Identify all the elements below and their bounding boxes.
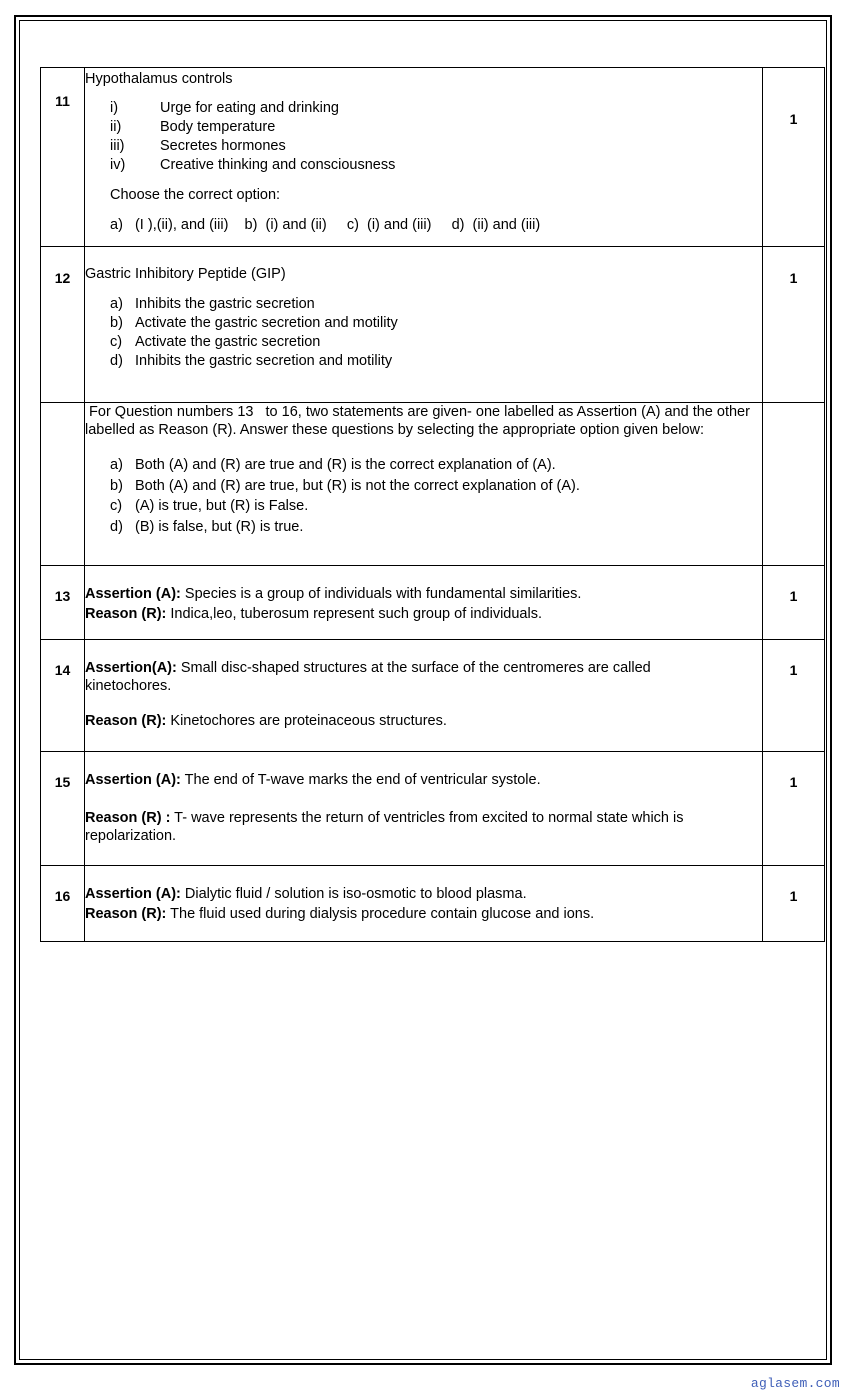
option-letter: c) xyxy=(110,334,123,350)
assertion-label: Assertion (A): xyxy=(85,772,181,788)
option-text: Both (A) and (R) are true and (R) is the correct explanation of (A). xyxy=(135,457,556,473)
item-text: Creative thinking and consciousness xyxy=(160,157,396,173)
assertion-text: Small disc-shaped structures at the surface of the centromeres are called kinetochores. xyxy=(85,660,651,694)
marks-cell xyxy=(763,752,825,866)
question-row-14 xyxy=(41,640,825,752)
option-list xyxy=(85,295,762,371)
assertion-line xyxy=(85,585,762,603)
question-stem: Hypothalamus controls xyxy=(85,71,233,87)
option-text: Activate the gastric secretion xyxy=(135,334,321,350)
marks-value: 1 xyxy=(789,888,798,904)
assertion-line xyxy=(85,885,762,903)
item-number: ii) xyxy=(110,119,122,135)
option-item xyxy=(85,456,762,477)
option-item xyxy=(85,497,762,518)
list-item xyxy=(85,99,762,118)
question-number xyxy=(41,866,85,942)
reason-text: T- wave represents the return of ventricles from excited to normal state which is repolarization. xyxy=(85,810,684,844)
question-content xyxy=(85,866,763,942)
marks-value: 1 xyxy=(789,270,798,286)
marks-cell xyxy=(763,866,825,942)
question-row-16 xyxy=(41,866,825,942)
marks-cell xyxy=(763,566,825,640)
assertion-label: Assertion(A): xyxy=(85,660,177,676)
marks-value: 1 xyxy=(789,774,798,790)
reason-text: Kinetochores are proteinaceous structures. xyxy=(166,713,447,729)
assertion-line xyxy=(85,659,762,695)
assertion-label: Assertion (A): xyxy=(85,586,181,602)
option-letter: b) xyxy=(110,315,123,331)
question-stem: Gastric Inhibitory Peptide (GIP) xyxy=(85,266,286,282)
item-list xyxy=(85,99,762,175)
item-number: iv) xyxy=(110,157,126,173)
option-text: Inhibits the gastric secretion and motility xyxy=(135,353,393,369)
question-number-text: 15 xyxy=(54,774,71,790)
option-item xyxy=(85,333,762,352)
marks-value: 1 xyxy=(789,662,798,678)
question-number xyxy=(41,566,85,640)
option-letter: c) xyxy=(110,498,123,514)
question-number xyxy=(41,640,85,752)
option-text: Activate the gastric secretion and motility xyxy=(135,315,398,331)
list-item xyxy=(85,118,762,137)
question-prompt: Choose the correct option: xyxy=(110,187,281,203)
instructions-row xyxy=(41,403,825,566)
options-line: a) (I ),(ii), and (iii) b) (i) and (ii) c) (i) and (iii) d) (ii) and (iii) xyxy=(110,217,541,233)
assertion-text: Species is a group of individuals with fundamental similarities. xyxy=(180,586,582,602)
question-row-12 xyxy=(41,247,825,403)
question-row-11 xyxy=(41,68,825,247)
option-item xyxy=(85,352,762,371)
reason-text: Indica,leo, tuberosum represent such group of individuals. xyxy=(166,606,542,622)
list-item xyxy=(85,137,762,156)
marks-value: 1 xyxy=(789,588,798,604)
empty-number-cell xyxy=(41,403,85,566)
footer-brand-link[interactable]: aglasem.com xyxy=(750,1376,840,1391)
item-text: Body temperature xyxy=(160,119,276,135)
list-item xyxy=(85,156,762,175)
instructions-content xyxy=(85,403,763,566)
assertion-text: Dialytic fluid / solution is iso-osmotic to blood plasma. xyxy=(180,886,527,902)
question-row-15 xyxy=(41,752,825,866)
reason-line xyxy=(85,712,762,730)
question-number-text: 11 xyxy=(55,93,70,109)
assertion-label: Assertion (A): xyxy=(85,886,181,902)
option-letter: d) xyxy=(110,518,123,535)
option-letter: b) xyxy=(110,477,123,494)
reason-line xyxy=(85,809,762,845)
option-text: (A) is true, but (R) is False. xyxy=(135,498,309,514)
option-text: (B) is false, but (R) is true. xyxy=(135,518,304,535)
instructions-text: For Question numbers 13 to 16, two statements are given- one labelled as Assertion (A) and the other labelled as Reason (R). Answer these questions by selecting the appropriate option given below: xyxy=(85,404,754,438)
question-number-text: 13 xyxy=(54,588,71,604)
item-number: i) xyxy=(110,100,119,116)
question-content xyxy=(85,68,763,247)
reason-label: Reason (R): xyxy=(85,713,167,729)
question-content xyxy=(85,752,763,866)
reason-label: Reason (R): xyxy=(85,606,167,622)
reason-line xyxy=(85,905,762,923)
reason-label: Reason (R) : xyxy=(85,810,171,826)
option-letter: a) xyxy=(110,296,123,312)
reason-text: The fluid used during dialysis procedure contain glucose and ions. xyxy=(166,906,595,922)
marks-cell xyxy=(763,68,825,247)
option-letter: a) xyxy=(110,457,123,473)
option-letter: d) xyxy=(110,353,123,369)
question-row-13 xyxy=(41,566,825,640)
option-item xyxy=(85,314,762,333)
marks-cell xyxy=(763,247,825,403)
option-item xyxy=(85,518,762,539)
assertion-line xyxy=(85,771,762,789)
question-number xyxy=(41,68,85,247)
reason-label: Reason (R): xyxy=(85,906,167,922)
marks-cell xyxy=(763,640,825,752)
marks-value: 1 xyxy=(789,111,798,127)
question-content xyxy=(85,247,763,403)
question-number xyxy=(41,247,85,403)
question-table xyxy=(40,67,825,942)
option-item xyxy=(85,477,762,498)
question-content xyxy=(85,566,763,640)
option-list xyxy=(85,456,762,538)
item-text: Secretes hormones xyxy=(160,138,286,154)
question-number xyxy=(41,752,85,866)
question-number-text: 14 xyxy=(54,662,71,678)
assertion-text: The end of T-wave marks the end of ventricular systole. xyxy=(180,772,541,788)
question-number-text: 12 xyxy=(54,270,71,286)
question-content xyxy=(85,640,763,752)
item-number: iii) xyxy=(110,138,125,154)
question-number-text: 16 xyxy=(54,888,71,904)
reason-line xyxy=(85,605,762,623)
item-text: Urge for eating and drinking xyxy=(160,100,339,116)
option-text: Inhibits the gastric secretion xyxy=(135,296,315,312)
empty-marks-cell xyxy=(763,403,825,566)
option-text: Both (A) and (R) are true, but (R) is not the correct explanation of (A). xyxy=(135,477,580,494)
option-item xyxy=(85,295,762,314)
